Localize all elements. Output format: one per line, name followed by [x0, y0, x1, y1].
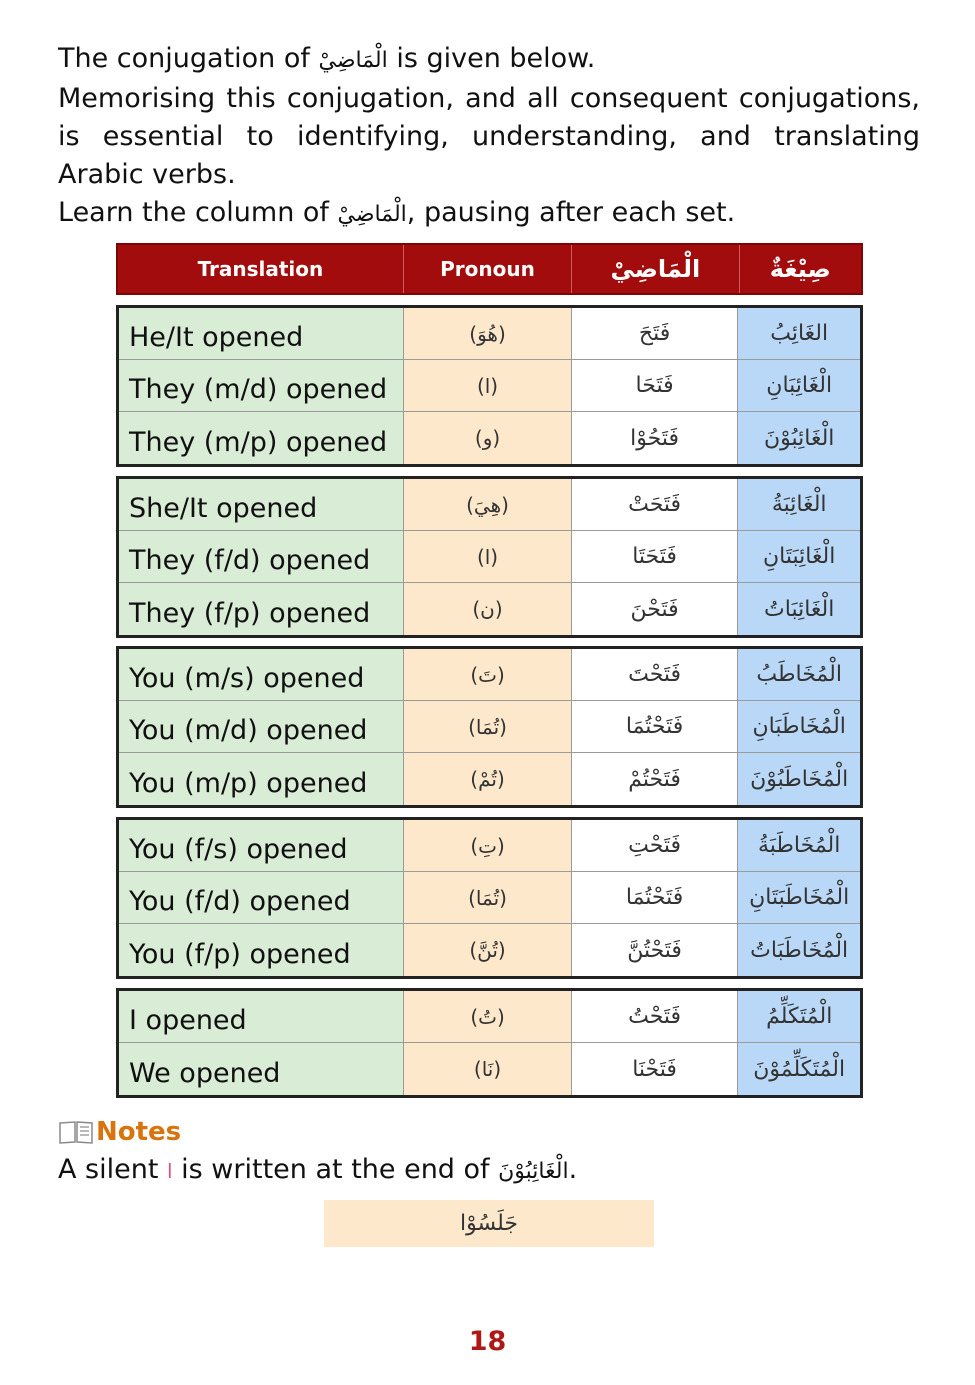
- madi-cell: فَتَحْتُنَّ: [572, 924, 739, 976]
- note-arabic-word: الْغَائِبُوْنَ: [498, 1159, 569, 1184]
- intro-line-1-end: is given below.: [387, 43, 596, 74]
- pronoun-cell: (هِيَ): [404, 479, 572, 530]
- table-header: [116, 243, 863, 295]
- translation-cell: They (m/d) opened: [119, 360, 404, 411]
- header-pronoun: Pronoun: [404, 245, 572, 293]
- sigha-cell: الغَائِبُ: [738, 308, 860, 359]
- header-sigha: صِيْغَةٌ: [769, 255, 831, 283]
- pronoun-cell: (تُ): [404, 991, 572, 1042]
- translation-cell: You (m/d) opened: [119, 701, 404, 752]
- table-row: [119, 1043, 860, 1095]
- sigha-cell: الْغَائِبَاتُ: [738, 583, 860, 635]
- translation-cell: They (f/p) opened: [119, 583, 404, 635]
- sigha-cell: الْغَائِبُوْنَ: [738, 412, 860, 464]
- madi-cell: فَتَحَتْ: [572, 479, 739, 530]
- pronoun-cell: (هُوَ): [404, 308, 572, 359]
- intro-text: [58, 40, 920, 234]
- pronoun-cell: (تُنَّ): [404, 924, 572, 976]
- intro-arabic-madi-2: الْمَاضِيْ: [337, 202, 407, 227]
- pronoun-cell: (تَ): [404, 649, 572, 700]
- translation-cell: You (f/s) opened: [119, 820, 404, 871]
- sigha-cell: الْمُخَاطَبَتَانِ: [738, 872, 860, 923]
- conjugation-group-1: [116, 305, 863, 467]
- pronoun-cell: (ا): [404, 360, 572, 411]
- madi-cell: فَتَحَتَا: [572, 531, 739, 582]
- table-row: [119, 479, 860, 531]
- table-row: [119, 753, 860, 805]
- notes-title: Notes: [96, 1117, 182, 1147]
- madi-cell: فَتَحْتُمَا: [572, 701, 739, 752]
- table-row: [119, 360, 860, 412]
- table-row: [119, 991, 860, 1043]
- sigha-cell: الْمُخَاطَبَانِ: [738, 701, 860, 752]
- sigha-cell: الْمُخَاطَبُوْنَ: [738, 753, 860, 805]
- header-madi: الْمَاضِيْ: [572, 245, 739, 293]
- intro-line-1-text: The conjugation of: [58, 43, 319, 74]
- madi-cell: فَتَحُوْا: [572, 412, 739, 464]
- madi-cell: فَتَحْتِ: [572, 820, 739, 871]
- pronoun-cell: (تِ): [404, 820, 572, 871]
- sigha-cell: الْغَائِبَةُ: [738, 479, 860, 530]
- note-alif: ا: [167, 1159, 173, 1183]
- note-text: [58, 1152, 577, 1190]
- intro-line-3-end: , pausing after each set.: [406, 197, 736, 228]
- table-row: [119, 924, 860, 976]
- pronoun-cell: (تُمْ): [404, 753, 572, 805]
- pronoun-cell: (ن): [404, 583, 572, 635]
- table-row: [119, 412, 860, 464]
- table-row: [119, 872, 860, 924]
- sigha-cell: الْمُتَكَلِّمُ: [738, 991, 860, 1042]
- open-book-icon: [58, 1119, 94, 1145]
- pronoun-cell: (تُمَا): [404, 872, 572, 923]
- madi-cell: فَتَحْتُمْ: [572, 753, 739, 805]
- madi-cell: فَتَحَ: [572, 308, 739, 359]
- madi-cell: فَتَحْتُ: [572, 991, 739, 1042]
- madi-cell: فَتَحْتَ: [572, 649, 739, 700]
- pronoun-cell: (و): [404, 412, 572, 464]
- intro-line-3-text: Learn the column of: [58, 197, 338, 228]
- note-text-end: .: [568, 1154, 578, 1185]
- table-row: [119, 649, 860, 701]
- translation-cell: You (m/s) opened: [119, 649, 404, 700]
- pronoun-cell: (ا): [404, 531, 572, 582]
- pronoun-cell: (تُمَا): [404, 701, 572, 752]
- conjugation-group-2: [116, 476, 863, 638]
- translation-cell: He/It opened: [119, 308, 404, 359]
- translation-cell: They (m/p) opened: [119, 412, 404, 464]
- sigha-cell: الْمُخَاطَبَةُ: [738, 820, 860, 871]
- sigha-cell: الْغَائِبَتَانِ: [738, 531, 860, 582]
- table-row: [119, 531, 860, 583]
- intro-arabic-madi: الْمَاضِيْ: [318, 48, 388, 73]
- header-translation: Translation: [118, 245, 404, 293]
- madi-cell: فَتَحْنَ: [572, 583, 739, 635]
- sigha-cell: الْمُخَاطَبُ: [738, 649, 860, 700]
- table-row: [119, 308, 860, 360]
- sigha-cell: الْمُخَاطَبَاتُ: [738, 924, 860, 976]
- notes-heading: [58, 1116, 181, 1148]
- note-text-middle: is written at the end of: [172, 1154, 499, 1185]
- table-row: [119, 820, 860, 872]
- sigha-cell: الْمُتَكَلِّمُوْنَ: [738, 1043, 860, 1095]
- intro-line-2: Memorising this conjugation, and all consequent conjugations, is essential to identifying, understanding, and translating Arabic verbs.: [58, 83, 920, 190]
- translation-cell: We opened: [119, 1043, 404, 1095]
- translation-cell: You (f/p) opened: [119, 924, 404, 976]
- madi-cell: فَتَحْنَا: [572, 1043, 739, 1095]
- page-number: 18: [468, 1326, 507, 1357]
- madi-cell: فَتَحَا: [572, 360, 739, 411]
- pronoun-cell: (نَا): [404, 1043, 572, 1095]
- translation-cell: She/It opened: [119, 479, 404, 530]
- translation-cell: They (f/d) opened: [119, 531, 404, 582]
- translation-cell: You (m/p) opened: [119, 753, 404, 805]
- table-row: [119, 701, 860, 753]
- conjugation-group-5: [116, 988, 863, 1098]
- translation-cell: I opened: [119, 991, 404, 1042]
- conjugation-group-4: [116, 817, 863, 979]
- example-box: جَلَسُوْا: [324, 1200, 654, 1247]
- conjugation-group-3: [116, 646, 863, 808]
- note-text-start: A silent: [58, 1154, 168, 1185]
- madi-cell: فَتَحْتُمَا: [572, 872, 739, 923]
- sigha-cell: الْغَائِبَانِ: [738, 360, 860, 411]
- intro-line-1: [58, 40, 920, 80]
- translation-cell: You (f/d) opened: [119, 872, 404, 923]
- intro-line-3: [58, 194, 920, 234]
- table-row: [119, 583, 860, 635]
